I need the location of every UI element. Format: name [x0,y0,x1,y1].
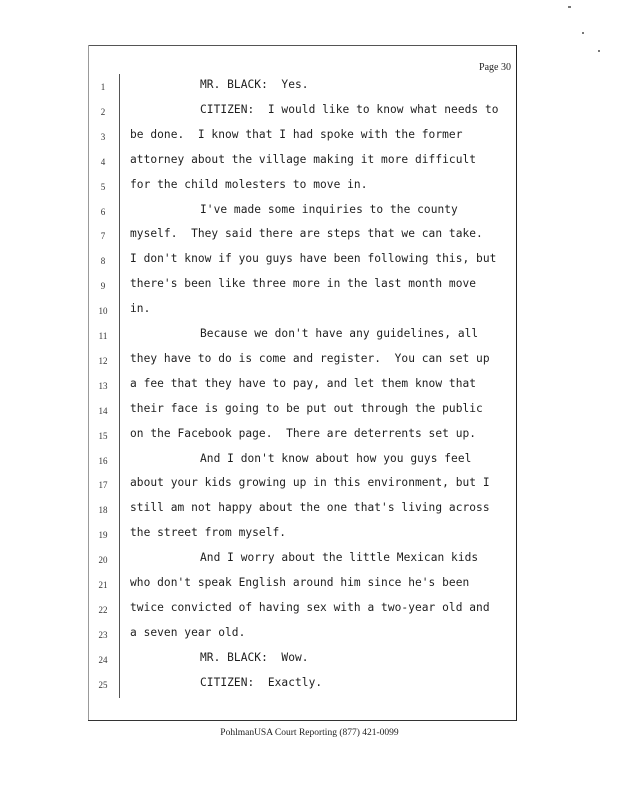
transcript-line [90,601,510,619]
transcript-line [90,377,510,395]
footer-reporting-company: PohlmanUSA Court Reporting (877) 421-0099 [220,728,399,738]
line-text: the street from myself. [130,526,287,540]
line-text: I've made some inquiries to the county [200,202,458,216]
line-text: Because we don't have any guidelines, all [200,327,479,340]
line-number: 14 [98,405,108,416]
line-text: on the Facebook page. There are deterrents set up. [130,426,477,440]
transcript-line [90,352,510,370]
page-number: Page 30 [479,62,511,73]
line-text: there's been like three more in the last month move [130,277,477,291]
line-number: 3 [100,131,106,142]
transcript-line [90,302,510,320]
transcript-line [90,128,510,146]
line-text: a seven year old. [130,625,246,639]
line-number: 11 [98,331,108,341]
line-number: 4 [100,156,106,167]
line-number: 9 [100,281,106,292]
line-text: CITIZEN: I would like to know what needs to [200,102,499,116]
line-text: myself. They said there are steps that we can take. [130,227,483,241]
line-text: And I don't know about how you guys feel [200,451,472,465]
line-text: who don't speak English around him since he's been [130,576,470,589]
line-number: 8 [100,256,106,267]
transcript-line [90,153,510,171]
transcript-line [90,626,510,644]
line-number: 13 [98,380,108,391]
transcript-line [90,227,510,245]
transcript-line [90,452,510,470]
line-number: 7 [100,231,106,242]
transcript-line [90,576,510,594]
line-number: 2 [100,106,106,117]
transcript-line [90,178,510,196]
line-text: their face is going to be put out through the public [130,401,483,415]
line-text: they have to do is come and register. You can set up [130,351,490,365]
transcript-line [90,501,510,519]
transcript-line [90,676,510,694]
line-text: about your kids growing up in this environment, but I [130,476,490,490]
line-number: 19 [98,530,108,541]
line-text: still am not happy about the one that's living across [130,501,490,515]
line-number: 18 [98,505,108,516]
line-number: 20 [98,555,108,566]
line-number: 17 [98,480,108,491]
line-text: I don't know if you guys have been following this, but [130,252,497,266]
line-text: a fee that they have to pay, and let them know that [130,376,477,390]
transcript-line [90,551,510,569]
line-number: 21 [98,580,108,590]
line-text: attorney about the village making it more difficult [130,152,477,166]
transcript-line [90,476,510,494]
transcript-line [90,203,510,221]
line-number: 23 [98,629,108,640]
line-number: 6 [100,206,106,217]
transcript-line [90,327,510,345]
transcript-line [90,402,510,420]
line-text: be done. I know that I had spoke with the former [130,127,463,141]
scan-speck [582,32,584,34]
scan-speck [568,6,571,8]
line-number: 22 [98,604,108,615]
line-number: 24 [98,654,108,665]
line-text: MR. BLACK: Yes. [200,78,309,91]
line-text: twice convicted of having sex with a two-year old and [130,600,490,614]
line-number: 16 [98,455,108,466]
line-number: 5 [100,181,106,192]
line-number: 1 [100,82,106,92]
line-text: And I worry about the little Mexican kids [200,551,479,565]
bottom-border [88,720,516,721]
line-text: MR. BLACK: Wow. [200,650,309,664]
transcript-line [90,78,510,96]
transcript-line [90,651,510,669]
line-number: 25 [98,679,108,690]
transcript-line [90,252,510,270]
left-border [88,45,89,721]
line-number: 12 [98,355,108,366]
scan-speck [598,50,600,52]
line-number: 15 [98,430,108,441]
line-text: CITIZEN: Exactly. [200,675,323,689]
transcript-line [90,103,510,121]
line-text: for the child molesters to move in. [130,177,368,191]
transcript-line [90,427,510,445]
transcript-line [90,526,510,544]
transcript-line [90,277,510,295]
line-text: in. [130,302,151,316]
line-number: 10 [98,306,108,317]
